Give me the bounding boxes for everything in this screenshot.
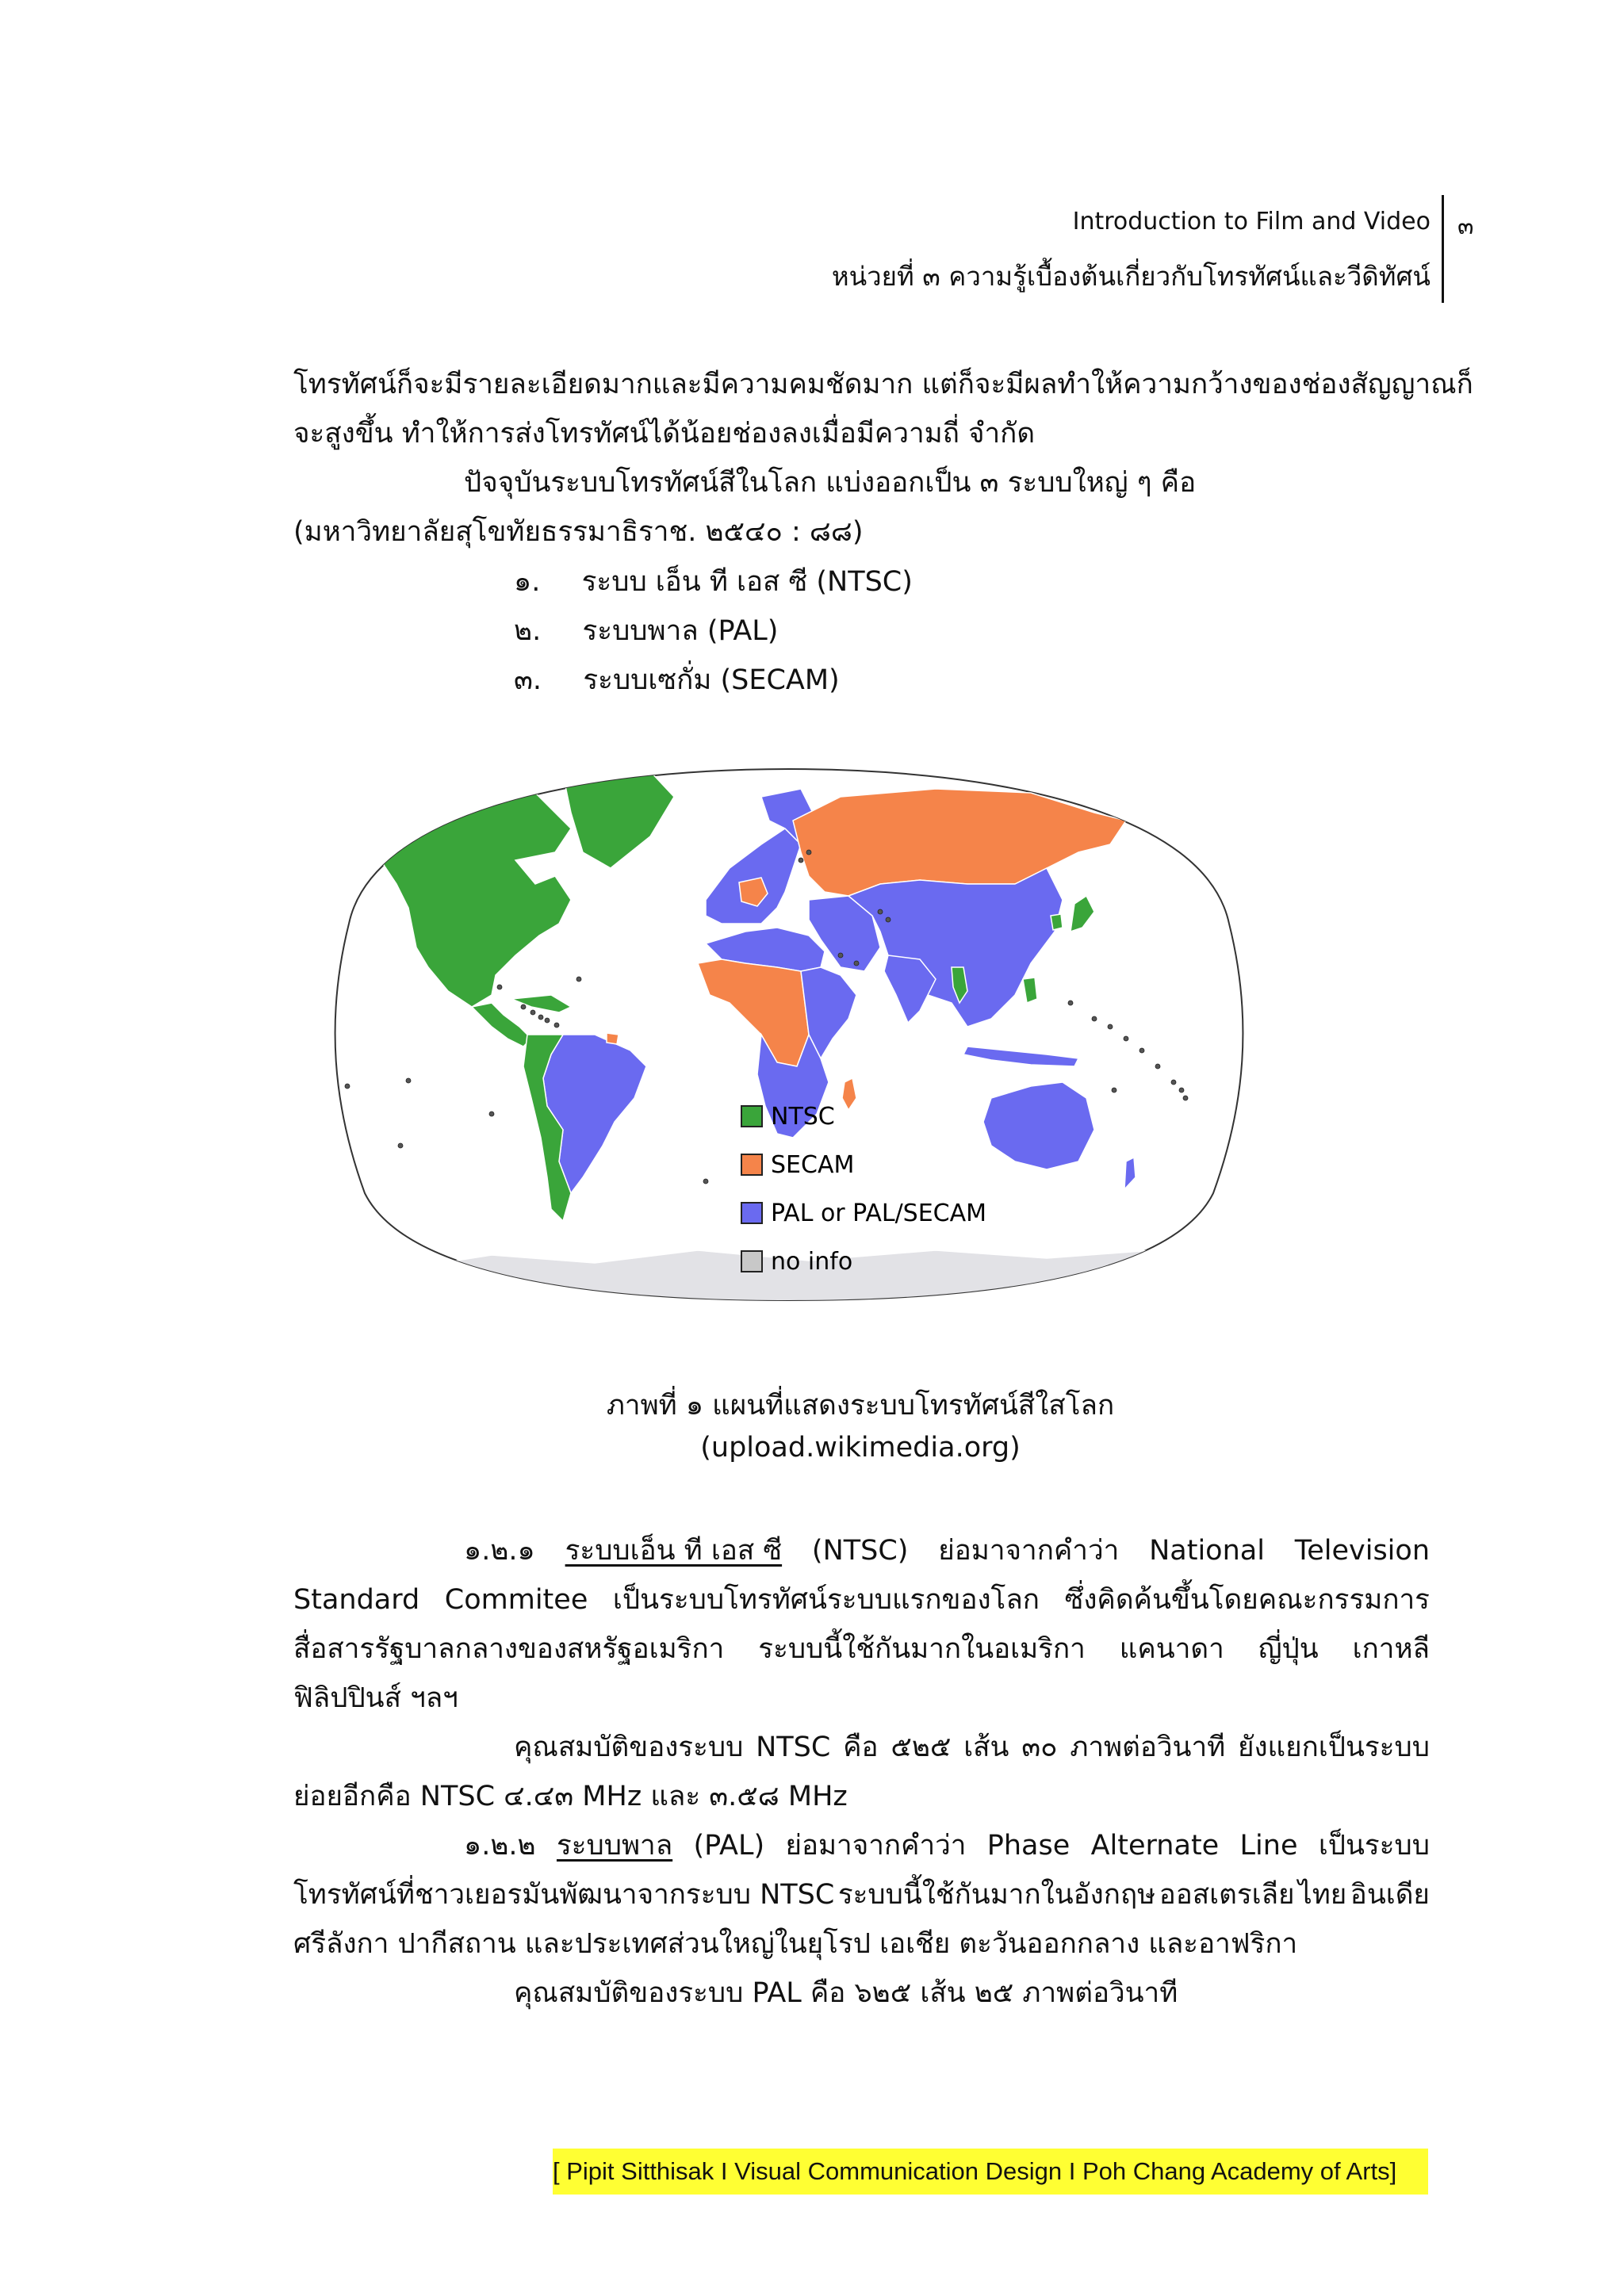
ntsc-word: Standard	[293, 1584, 420, 1616]
ntsc-line-4: ฟิลิปปินส์ ฯลฯ	[293, 1682, 458, 1714]
pal-word: ไทย	[1298, 1879, 1347, 1911]
intro-line-1: โทรทัศน์ก็จะมีรายละเอียดมากและมีความคมชัดมาก แต่ก็จะมีผลทำให้ความกว้างของช่องสัญญาณก็	[293, 369, 1473, 400]
figure-source: (upload.wikimedia.org)	[700, 1432, 1021, 1464]
ntsc-props-word: ภาพต่อวินาที	[1070, 1732, 1226, 1763]
island-dot	[530, 1010, 535, 1015]
list-number: ๓.	[514, 664, 542, 696]
island-dot	[799, 858, 803, 863]
ntsc-word: ญี่ปุ่น	[1258, 1633, 1319, 1665]
ntsc-phrase: ย่อมาจากคำว่า	[938, 1535, 1120, 1567]
pal-word: ระบบนี้ใช้กันมากในอังกฤษ	[837, 1879, 1156, 1911]
island-dot	[538, 1015, 543, 1020]
ntsc-props-line-2: ย่อยอีกคือ NTSC ๔.๔๓ MHz และ ๓.๕๘ MHz	[293, 1781, 848, 1812]
world-tv-systems-map	[333, 765, 1245, 1304]
list-number: ๑.	[514, 566, 541, 598]
ntsc-word: Television	[1294, 1535, 1430, 1567]
pal-word: โทรทัศน์ที่ชาวเยอรมันพัฒนาจากระบบ NTSC	[293, 1879, 835, 1911]
list-item	[514, 656, 840, 705]
section-number: ๑.๒.๑	[464, 1535, 535, 1567]
ntsc-line-3	[293, 1624, 1430, 1674]
island-dot	[878, 909, 883, 914]
island-dot	[406, 1078, 411, 1083]
region-french-guiana	[607, 1033, 619, 1044]
legend-swatch-pal	[741, 1203, 762, 1223]
island-dot	[1139, 1048, 1144, 1053]
ntsc-word: ระบบนี้ใช้กันมากในอเมริกา	[758, 1633, 1086, 1665]
section-number: ๑.๒.๒	[464, 1830, 536, 1862]
section-title: ระบบเอ็น ที เอส ซี	[565, 1535, 783, 1567]
intro-line-2: จะสูงขึ้น ทำให้การส่งโทรทัศน์ได้น้อยช่องลงเมื่อมีความถี่ จำกัด	[293, 418, 1036, 450]
ntsc-abbr: (NTSC)	[811, 1535, 909, 1567]
legend-swatch-secam	[741, 1154, 762, 1175]
legend-entry-secam	[741, 1151, 854, 1179]
header-divider	[1442, 195, 1444, 303]
island-dot	[398, 1143, 403, 1148]
list-number: ๒.	[514, 615, 542, 647]
legend-entry-pal	[741, 1200, 986, 1227]
ntsc-props-word: ยังแยกเป็นระบบ	[1237, 1732, 1430, 1763]
ntsc-props-word: ๕๒๕	[891, 1732, 952, 1763]
ntsc-props-word: เส้น	[963, 1732, 1009, 1763]
figure-caption: ภาพที่ ๑ แผนที่แสดงระบบโทรทัศน์สีใสโลก	[606, 1390, 1115, 1422]
region-korea	[1051, 914, 1063, 930]
island-dot	[1179, 1088, 1184, 1093]
pal-word: อินเดีย	[1350, 1879, 1430, 1911]
intro-citation: (มหาวิทยาลัยสุโขทัยธรรมาธิราช. ๒๕๔๐ : ๘๘)	[293, 516, 864, 548]
pal-word: Alternate	[1090, 1830, 1220, 1862]
pal-word: Phase	[986, 1830, 1071, 1862]
list-text: ระบบเซกั่ม (SECAM)	[583, 664, 840, 696]
island-dot	[806, 850, 811, 855]
ntsc-props-word: คุณสมบัติของระบบ	[514, 1732, 744, 1763]
island-dot	[1092, 1016, 1097, 1021]
legend-entry-ntsc	[741, 1103, 835, 1131]
ntsc-word: แคนาดา	[1119, 1633, 1224, 1665]
island-dot	[1108, 1024, 1113, 1029]
island-dot	[489, 1112, 494, 1116]
ntsc-word: National	[1149, 1535, 1265, 1567]
intro-line-3: ปัจจุบันระบบโทรทัศน์สีในโลก แบ่งออกเป็น ๓ ระบบใหญ่ ๆ คือ	[464, 467, 1197, 499]
pal-line-2	[293, 1870, 1430, 1919]
island-dot	[576, 977, 581, 982]
unit-title: หน่วยที่ ๓ ความรู้เบื้องต้นเกี่ยวกับโทรทัศน์และวีดิทัศน์	[831, 261, 1431, 292]
island-dot	[521, 1004, 526, 1009]
island-dot	[497, 985, 502, 989]
island-dot	[838, 953, 843, 958]
ntsc-props-line-1	[514, 1723, 1430, 1772]
list-item	[514, 557, 913, 607]
island-dot	[1068, 1001, 1073, 1005]
pal-word: ย่อมาจากคำว่า	[785, 1830, 967, 1862]
island-dot	[1112, 1088, 1116, 1093]
ntsc-word: เป็นระบบโทรทัศน์ระบบแรกของโลก	[612, 1584, 1040, 1616]
pal-word: Line	[1239, 1830, 1298, 1862]
ntsc-word: Commitee	[444, 1584, 588, 1616]
island-dot	[1155, 1064, 1160, 1069]
footer-credit: [ Pipit Sitthisak I Visual Communication Design I Poh Chang Academy of Arts]	[553, 2149, 1428, 2195]
list-text: ระบบพาล (PAL)	[582, 615, 779, 647]
island-dot	[545, 1018, 550, 1023]
ntsc-props-word: ๓๐	[1021, 1732, 1058, 1763]
legend-label-secam: SECAM	[771, 1151, 855, 1179]
legend-entry-no-info	[741, 1248, 852, 1276]
list-text: ระบบ เอ็น ที เอส ซี (NTSC)	[581, 566, 913, 598]
island-dot	[1124, 1036, 1128, 1041]
ntsc-props-word: NTSC	[756, 1732, 831, 1763]
list-item	[514, 607, 778, 656]
island-dot	[1183, 1096, 1188, 1100]
island-dot	[1171, 1080, 1176, 1085]
legend-label-pal: PAL or PAL/SECAM	[771, 1200, 987, 1227]
pal-word: เป็นระบบ	[1318, 1830, 1430, 1862]
ntsc-word: เกาหลี	[1352, 1633, 1430, 1665]
pal-line-3: ศรีลังกา ปากีสถาน และประเทศส่วนใหญ่ในยุโรป เอเชีย ตะวันออกกลาง และอาฟริกา	[293, 1928, 1298, 1960]
course-title: Introduction to Film and Video	[1072, 208, 1431, 235]
ntsc-heading-line	[464, 1526, 1430, 1575]
island-dot	[854, 961, 859, 966]
section-title: ระบบพาล	[556, 1830, 673, 1862]
legend-swatch-ntsc	[741, 1106, 762, 1127]
legend-swatch-no-info	[741, 1251, 762, 1272]
island-dot	[554, 1023, 559, 1027]
island-dot	[345, 1084, 350, 1089]
pal-word: ออสเตรเลีย	[1159, 1879, 1295, 1911]
ntsc-word: ซึ่งคิดค้นขึ้นโดยคณะกรรมการ	[1064, 1584, 1430, 1616]
island-dot	[703, 1179, 708, 1184]
pal-heading-line	[464, 1821, 1430, 1870]
ntsc-word: สื่อสารรัฐบาลกลางของสหรัฐอเมริกา	[293, 1633, 725, 1665]
ntsc-line-2	[293, 1575, 1430, 1624]
page-number: ๓	[1457, 212, 1474, 240]
legend-label-no-info: no info	[771, 1248, 853, 1276]
pal-word: (PAL)	[693, 1830, 765, 1862]
island-dot	[886, 917, 891, 922]
ntsc-props-word: คือ	[843, 1732, 879, 1763]
legend-label-ntsc: NTSC	[771, 1103, 835, 1131]
pal-props-line: คุณสมบัติของระบบ PAL คือ ๖๒๕ เส้น ๒๕ ภาพต่อวินาที	[514, 1977, 1178, 2009]
